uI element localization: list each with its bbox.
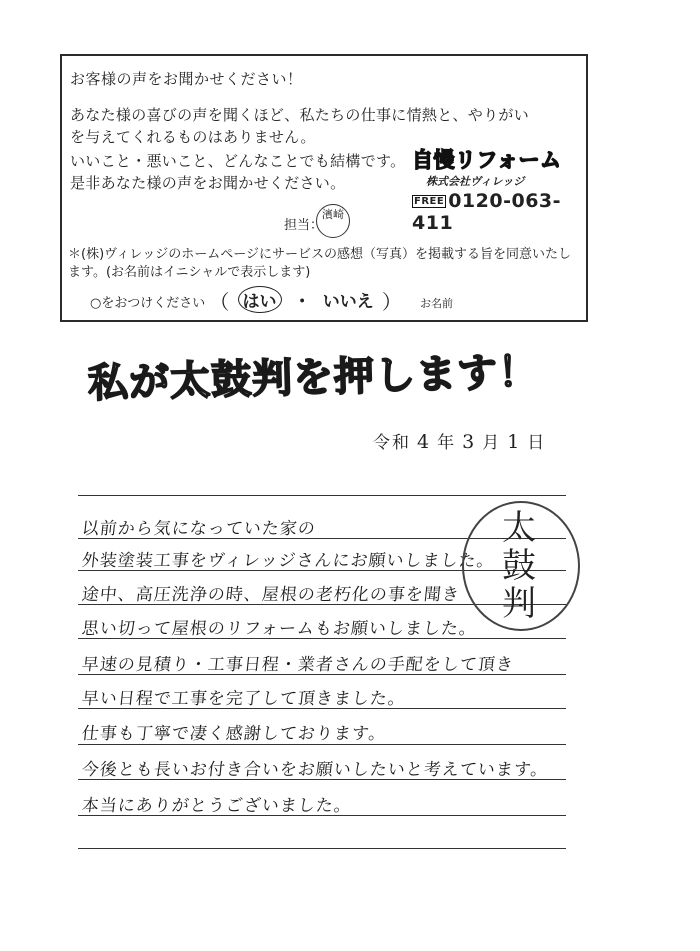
handwritten-line: 早速の見積り・工事日程・業者さんの手配をして頂き bbox=[80, 655, 515, 675]
consent-text: ＊(株)ヴィレッジのホームページにサービスの感想（写真）を掲載する旨を同意いたします。(お名前はイニシャルで表示します) bbox=[68, 247, 571, 280]
ruled-line bbox=[78, 744, 566, 745]
choice-no: いいえ bbox=[322, 292, 374, 312]
choice-paren-close: ） bbox=[381, 290, 402, 314]
handwritten-line: 思い切って屋根のリフォームもお願いしました。 bbox=[80, 619, 478, 639]
date-year-unit: 年 bbox=[437, 433, 457, 453]
handwritten-line: 外装塗装工事をヴィレッジさんにお願いしました。 bbox=[80, 551, 496, 571]
date-day-unit: 日 bbox=[527, 433, 547, 453]
choice-separator: ・ bbox=[293, 292, 311, 312]
handwritten-line: 本当にありがとうございました。 bbox=[80, 796, 353, 816]
customer-voice-box bbox=[60, 54, 588, 322]
name-label: お名前 bbox=[420, 297, 454, 310]
voice-box-text-line: 是非あなた様の声をお聞かせください。 bbox=[70, 174, 346, 192]
company-name: 株式会社ヴィレッジ bbox=[426, 175, 525, 188]
voice-box-text-line: いいこと・悪いこと、どんなことでも結構です。 bbox=[70, 152, 406, 170]
tanto-seal-text: 濱崎 bbox=[322, 208, 344, 221]
stamp-char: 判 bbox=[502, 584, 536, 624]
handwritten-line: 早い日程で工事を完了して頂きました。 bbox=[80, 689, 407, 709]
voice-box-text-line: あなた様の喜びの声を聞くほど、私たちの仕事に情熱と、やりがい bbox=[70, 106, 530, 124]
choice-instruction: ○をおつけください bbox=[90, 296, 206, 311]
voice-box-text-line: を与えてくれるものはありません。 bbox=[70, 128, 316, 146]
voice-box-title: お客様の声をお聞かせください！ bbox=[70, 70, 303, 88]
consent-choice-row bbox=[90, 286, 453, 315]
handwritten-line: 以前から気になっていた家の bbox=[80, 519, 317, 539]
choice-paren-open: （ bbox=[209, 290, 230, 314]
ruled-line bbox=[78, 495, 566, 496]
date-month-unit: 月 bbox=[482, 433, 502, 453]
date-line bbox=[373, 428, 546, 453]
handwritten-line: 途中、高圧洗浄の時、屋根の老朽化の事を聞き bbox=[80, 585, 461, 605]
date-month: 3 bbox=[462, 431, 477, 453]
tanto-label: 担当： bbox=[284, 218, 324, 233]
handwritten-line: 今後とも長いお付き合いをお願いしたいと考えています。 bbox=[80, 760, 550, 780]
brand-logo: 自慢リフォーム bbox=[412, 148, 562, 172]
taikoban-stamp bbox=[462, 501, 580, 631]
handwritten-line: 仕事も丁寧で凄く感謝しております。 bbox=[80, 724, 388, 744]
date-era: 令和 bbox=[373, 433, 411, 453]
date-day: 1 bbox=[507, 431, 522, 453]
tanto-seal-stamp bbox=[316, 204, 350, 238]
stamp-char: 鼓 bbox=[502, 546, 536, 586]
headline-title: 私が太鼓判を押します！ bbox=[87, 349, 540, 407]
phone-number-text: 0120-063-411 bbox=[412, 190, 562, 234]
ruled-line bbox=[78, 848, 566, 849]
stamp-char: 太 bbox=[502, 508, 536, 548]
date-year: 4 bbox=[417, 431, 432, 453]
phone-number bbox=[412, 190, 587, 234]
choice-yes-circled: はい bbox=[238, 286, 282, 313]
free-dial-icon: FREE bbox=[414, 196, 445, 207]
